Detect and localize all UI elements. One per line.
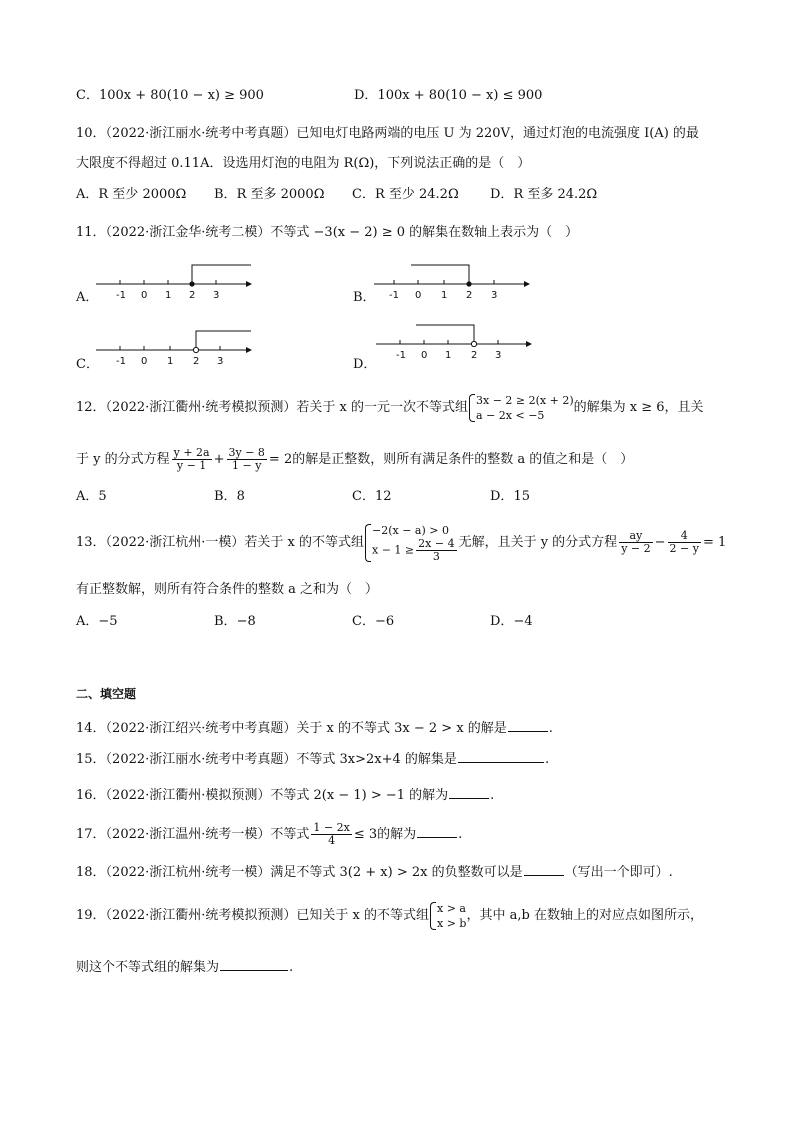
q13-fraction-1 (619, 530, 652, 555)
q12-option-c-text: 12 (374, 489, 392, 504)
q13-system-row-2 (372, 538, 459, 563)
q13-fraction-2 (668, 530, 701, 555)
tick-label: 0 (141, 290, 148, 301)
q13-source: （2022·浙江杭州·一模） (105, 535, 245, 550)
tick-label: -1 (116, 290, 126, 301)
q11-stem (76, 225, 578, 241)
q12-option-c (352, 489, 392, 505)
q10-text-2: 大限度不得超过 0.11A．设选用灯泡的电阻为 R(Ω)，下列说法正确的是（ ） (76, 156, 531, 171)
q13-option-a-label: A． (76, 614, 99, 629)
q10-stem-line1 (76, 126, 699, 142)
tick-label: 0 (415, 290, 422, 301)
q17-fraction (311, 822, 351, 847)
q12-option-b-label: B． (214, 489, 237, 504)
q14-answer-blank[interactable] (508, 719, 548, 732)
q10-option-a-text: R 至少 2000Ω (98, 187, 187, 202)
q13-stem-line2 (76, 582, 378, 598)
q13-text-pre: 若关于 x 的不等式组 (244, 535, 365, 550)
q13-system-row-2-pre: x − 1 ≥ (372, 543, 415, 556)
q13-fraction-1-denominator: y − 2 (621, 542, 651, 555)
q12-number: 12． (76, 400, 106, 415)
q12-option-c-label: C． (352, 489, 375, 504)
q14-stem (76, 719, 553, 737)
q10-option-a (76, 187, 186, 203)
q9-option-d-text: 100x + 80(10 − x) ≤ 900 (377, 88, 543, 103)
q17-relation: ≤ 3 (353, 827, 378, 842)
q12-line2-post: 的解是正整数，则所有满足条件的整数 a 的值之和是（ ） (292, 452, 634, 467)
q9-option-c-text: 100x + 80(10 − x) ≥ 900 (98, 88, 264, 103)
q10-number: 10． (76, 126, 106, 141)
q18-text-post: （写出一个即可）. (564, 865, 673, 880)
q13-option-b (214, 614, 256, 630)
q13-system-fraction-numerator: 2x − 4 (418, 536, 455, 550)
q16-answer-blank[interactable] (449, 786, 489, 799)
q9-option-d (354, 88, 542, 104)
q17-stem (76, 818, 462, 852)
q9-option-c-label: C． (76, 88, 99, 103)
q11-source: （2022·浙江金华·统考二模） (105, 225, 271, 240)
q13-stem-line1 (76, 518, 726, 568)
q17-fraction-denominator: 4 (328, 834, 336, 847)
q10-option-d-label: D． (490, 187, 514, 202)
q9-option-d-label: D． (354, 88, 378, 103)
q12-system-row-2: a − 2x < −5 (476, 408, 545, 422)
q13-inequality-system (364, 523, 459, 563)
q17-source: （2022·浙江温州·统考一模） (105, 827, 271, 842)
q18-text-pre: 满足不等式 3(2 + x) > 2x 的负整数可以是 (270, 865, 523, 880)
q13-option-a-text: −5 (98, 614, 118, 629)
q12-option-a-text: 5 (98, 489, 107, 504)
q13-option-d-text: −4 (513, 614, 533, 629)
tick-label: 0 (141, 356, 148, 367)
q13-fraction-2-denominator: 2 − y (669, 542, 699, 555)
q13-option-d-label: D． (490, 614, 514, 629)
q12-stem-line2 (76, 444, 633, 476)
section-title-fill-in: 二、填空题 (76, 687, 137, 701)
q12-fraction-1-denominator: y − 1 (176, 459, 207, 472)
q10-option-c-label: C． (352, 187, 375, 202)
q15-stem (76, 750, 549, 768)
q10-source: （2022·浙江丽水·统考中考真题） (105, 126, 297, 141)
q12-line2-pre: 于 y 的分式方程 (76, 452, 170, 467)
q10-option-b-label: B． (214, 187, 237, 202)
q16-number: 16． (76, 788, 106, 803)
q16-text-post: . (490, 788, 495, 803)
q12-option-b (214, 489, 245, 505)
q19-stem-line2 (76, 958, 293, 976)
tick-label: 1 (445, 350, 452, 361)
q11-option-c-label: C． (76, 357, 99, 372)
q15-source: （2022·浙江丽水·统考中考真题） (105, 752, 297, 767)
q16-text-pre: 不等式 2(x − 1) > −1 的解为 (270, 788, 449, 803)
q12-text-pre: 若关于 x 的一元一次不等式组 (296, 400, 469, 415)
q13-number: 13． (76, 535, 106, 550)
q19-answer-blank[interactable] (220, 958, 288, 971)
q13-text-line2: 有正整数解，则所有符合条件的整数 a 之和为（ ） (76, 582, 379, 597)
tick-label: -1 (389, 290, 399, 301)
q13-fraction-1-numerator: ay (619, 530, 652, 543)
q18-source: （2022·浙江杭州·统考一模） (105, 865, 271, 880)
tick-label: -1 (116, 356, 126, 367)
q12-text-post: 的解集为 x ≥ 6，且关 (573, 400, 704, 415)
q12-option-a (76, 489, 107, 505)
tick-label: 1 (165, 290, 172, 301)
q14-text-post: . (548, 721, 553, 736)
q12-stem-line1 (76, 390, 704, 426)
q18-number: 18． (76, 865, 106, 880)
q13-option-c-text: −6 (374, 614, 395, 629)
q12-fraction-2 (227, 447, 267, 472)
q17-text-mid: 的解为 (377, 827, 417, 842)
q10-option-b (214, 187, 324, 203)
q12-option-a-label: A． (76, 489, 99, 504)
q10-option-c (352, 187, 459, 203)
q19-inequality-system (429, 901, 466, 931)
q12-fraction-2-denominator: 1 − y (231, 459, 262, 472)
q12-source: （2022·浙江衢州·统考模拟预测） (105, 400, 297, 415)
q11-option-a-label: A． (76, 290, 99, 305)
q12-option-d (490, 489, 530, 505)
q12-fraction-1 (172, 447, 212, 472)
tick-label: 2 (193, 356, 200, 367)
q15-number: 15． (76, 752, 106, 767)
q13-system-fraction (416, 538, 456, 563)
tick-label: 2 (189, 290, 196, 301)
q11-number-line-b (374, 262, 534, 302)
q17-answer-blank[interactable] (417, 825, 457, 838)
q13-option-c-label: C． (352, 614, 375, 629)
q12-equals: = 2 (268, 452, 293, 467)
q12-plus: + (213, 452, 225, 467)
q10-option-d-text: R 至多 24.2Ω (513, 187, 598, 202)
q12-inequality-system (468, 393, 574, 423)
q19-source: （2022·浙江衢州·统考模拟预测） (105, 908, 297, 923)
tick-label: 2 (466, 290, 473, 301)
q11-number-line-c (96, 328, 256, 368)
q13-option-d (490, 614, 533, 630)
q13-text-mid: 无解，且关于 y 的分式方程 (458, 535, 618, 550)
q13-option-b-text: −8 (236, 614, 256, 629)
q15-text-post: . (544, 752, 550, 767)
q15-answer-blank[interactable] (458, 750, 544, 763)
q9-option-c (76, 88, 264, 104)
q13-option-a (76, 614, 118, 630)
tick-label: 3 (213, 290, 220, 301)
q16-stem (76, 786, 494, 804)
tick-label: 3 (495, 350, 502, 361)
q13-minus: − (654, 535, 666, 550)
q19-line2-post: . (289, 960, 294, 975)
q13-system-fraction-denominator: 3 (432, 549, 440, 563)
q12-system-row-1: 3x − 2 ≥ 2(x + 2) (476, 393, 574, 407)
q19-number: 19． (76, 908, 106, 923)
q12-fraction-1-numerator: y + 2a (173, 446, 210, 459)
q12-option-d-label: D． (490, 489, 514, 504)
q10-option-b-text: R 至多 2000Ω (236, 187, 325, 202)
q12-fraction-2-numerator: 3y − 8 (228, 446, 265, 459)
q18-answer-blank[interactable] (524, 863, 564, 876)
q11-text: 不等式 −3(x − 2) ≥ 0 的解集在数轴上表示为（ ） (270, 225, 579, 240)
q14-text-pre: 关于 x 的不等式 3x − 2 > x 的解是 (296, 721, 507, 736)
q17-fraction-numerator: 1 − 2x (313, 821, 350, 834)
q13-system-row-1: −2(x − a) > 0 (372, 523, 449, 537)
q11-number-line-a (96, 262, 256, 302)
q14-number: 14． (76, 721, 106, 736)
tick-label: -1 (396, 350, 406, 361)
q17-number: 17． (76, 827, 106, 842)
q18-stem (76, 863, 673, 881)
tick-label: 3 (217, 356, 224, 367)
q10-option-a-label: A． (76, 187, 99, 202)
tick-label: 1 (441, 290, 448, 301)
q11-option-b-label: B． (353, 290, 376, 305)
q14-source: （2022·浙江绍兴·统考中考真题） (105, 721, 297, 736)
q13-equals: = 1 (702, 535, 727, 550)
q10-option-c-text: R 至少 24.2Ω (374, 187, 459, 202)
q11-number: 11． (76, 225, 106, 240)
q17-text-post: . (458, 827, 463, 842)
q19-text-pre: 已知关于 x 的不等式组 (296, 908, 430, 923)
tick-label: 0 (421, 350, 428, 361)
q13-option-c (352, 614, 394, 630)
tick-label: 1 (167, 356, 174, 367)
q19-system-row-1: x > a (437, 901, 466, 915)
tick-label: 3 (491, 290, 498, 301)
q10-stem-line2 (76, 156, 530, 172)
q11-option-d-label: D． (353, 357, 377, 372)
q19-stem-line1 (76, 898, 703, 934)
q11-number-line-d (376, 322, 536, 364)
q10-text-1: 已知电灯电路两端的电压 U 为 220V，通过灯泡的电流强度 I(A) 的最 (296, 126, 699, 141)
q19-text-post: ，其中 a,b 在数轴上的对应点如图所示， (466, 908, 703, 923)
q12-option-b-text: 8 (236, 489, 245, 504)
q13-fraction-2-numerator: 4 (668, 530, 701, 543)
q16-source: （2022·浙江衢州·模拟预测） (105, 788, 271, 803)
q19-line2-pre: 则这个不等式组的解集为 (76, 960, 220, 975)
q17-text-pre: 不等式 (270, 827, 310, 842)
q10-option-d (490, 187, 597, 203)
q19-system-row-2: x > b (437, 916, 467, 930)
q13-option-b-label: B． (214, 614, 237, 629)
q15-text-pre: 不等式 3x>2x+4 的解集是 (296, 752, 457, 767)
tick-label: 2 (471, 350, 478, 361)
q12-option-d-text: 15 (513, 489, 530, 504)
